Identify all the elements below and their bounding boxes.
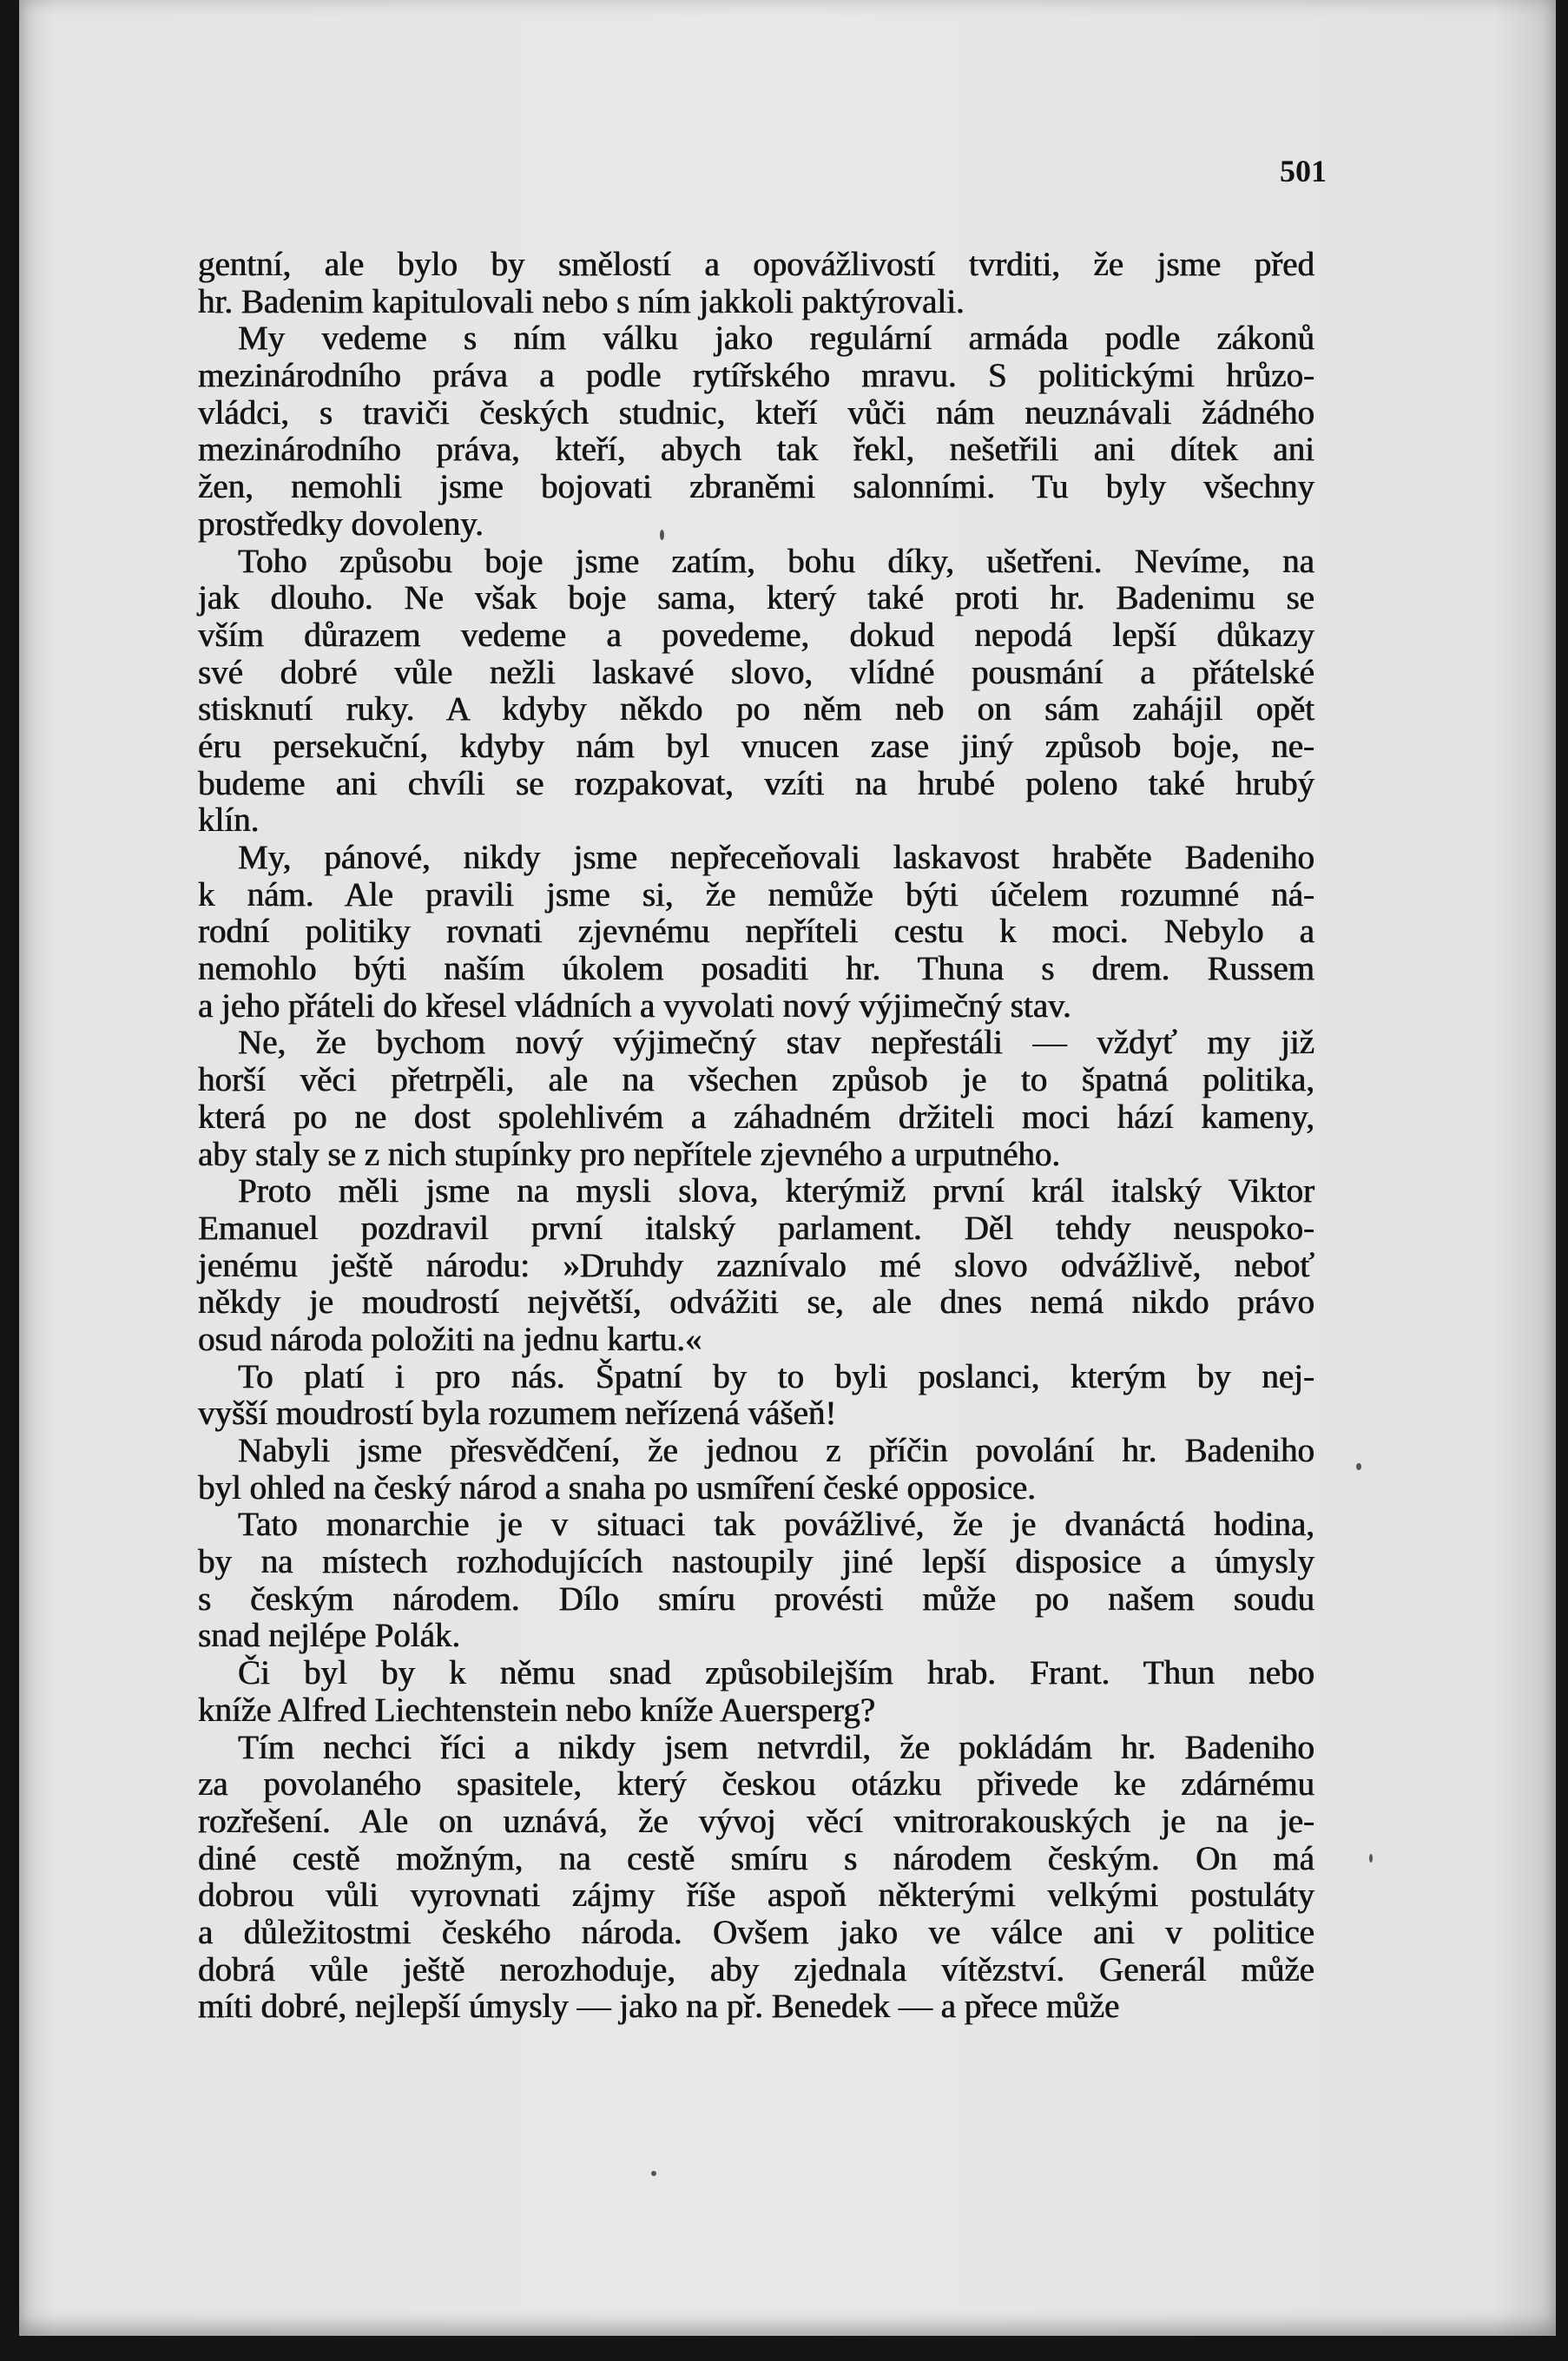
text-line: vyšší moudrostí byla rozumem neřízená vášeň! — [198, 1395, 837, 1433]
text-line: Či byl by k němu snad způsobilejším hrab. Frant. Thun nebo — [238, 1654, 1314, 1692]
paragraph — [198, 1173, 1314, 1358]
paragraph — [198, 1433, 1314, 1507]
text-line: horší věci přetrpěli, ale na všechen způsob je to špatná politika, — [198, 1061, 1314, 1099]
paragraph — [198, 840, 1314, 1025]
text-line: prostředky dovoleny. — [198, 505, 484, 543]
text-line: která po ne dost spolehlivém a záhadném držiteli moci hází kameny, — [198, 1098, 1314, 1136]
text-line: Tím nechci říci a nikdy jsem netvrdil, že pokládám hr. Badeniho — [238, 1728, 1314, 1766]
paragraph — [198, 1507, 1314, 1655]
text-line: nemohlo býti naším úkolem posaditi hr. Thuna s drem. Russem — [198, 950, 1314, 988]
text-line: jenému ještě národu: »Druhdy zaznívalo mé slovo odvážlivě, neboť — [198, 1246, 1314, 1284]
paragraph — [198, 544, 1314, 841]
text-line: dobrou vůli vyrovnati zájmy říše aspoň některými velkými postuláty — [198, 1876, 1314, 1915]
paragraph — [198, 1730, 1314, 2027]
text-line: Nabyli jsme přesvědčení, že jednou z příčin povolání hr. Badeniho — [238, 1432, 1314, 1469]
paragraph — [198, 247, 1314, 320]
text-line: vším důrazem vedeme a povedeme, dokud nepodá lepší důkazy — [198, 616, 1314, 654]
text-line: dobrá vůle ještě nerozhoduje, aby zjednala vítězství. Generál může — [198, 1950, 1314, 1988]
body-text — [198, 247, 1314, 2026]
text-line: aby staly se z nich stupínky pro nepřítele zjevného a urputného. — [198, 1135, 1061, 1173]
text-line: vládci, s traviči českých studnic, kteří vůči nám neuznávali žádného — [198, 393, 1314, 432]
text-line: mezinárodního práva, kteří, abych tak řekl, nešetřili ani dítek ani — [198, 431, 1314, 469]
text-line: To platí i pro nás. Špatní by to byli poslanci, kterým by nej- — [238, 1357, 1314, 1395]
text-line: někdy je moudrostí největší, odvážiti se, ale dnes nemá nikdo právo — [198, 1283, 1314, 1322]
page-number: 501 — [1280, 154, 1327, 188]
text-line: Ne, že bychom nový výjimečný stav nepřestáli — vždyť my již — [238, 1024, 1314, 1062]
text-line: klín. — [198, 801, 260, 840]
text-line: by na místech rozhodujících nastoupily jiné lepší disposice a úmysly — [198, 1543, 1314, 1581]
text-line: Emanuel pozdravil první italský parlament. Děl tehdy neuspoko- — [198, 1209, 1314, 1247]
text-line: k nám. Ale pravili jsme si, že nemůže býti účelem rozumné ná- — [198, 875, 1314, 913]
text-line: mezinárodního práva a podle rytířského mravu. S politickými hrůzo- — [198, 357, 1314, 395]
text-line: jak dlouho. Ne však boje sama, který také proti hr. Badenimu se — [198, 579, 1314, 617]
paragraph — [198, 320, 1314, 543]
paragraph — [198, 1359, 1314, 1433]
text-line: Proto měli jsme na mysli slova, kterýmiž první král italský Viktor — [238, 1172, 1314, 1210]
text-line: budeme ani chvíli se rozpakovat, vzíti na hrubé poleno také hrubý — [198, 764, 1314, 802]
scan-speck — [1356, 1463, 1361, 1470]
text-line: a důležitostmi českého národa. Ovšem jako ve válce ani v politice — [198, 1913, 1314, 1951]
text-line: gentní, ale bylo by smělostí a opovážlivostí tvrditi, že jsme před — [198, 246, 1314, 283]
text-line: Toho způsobu boje jsme zatím, bohu díky, ušetřeni. Nevíme, na — [238, 542, 1314, 580]
text-line: kníže Alfred Liechtenstein nebo kníže Auersperg? — [198, 1691, 876, 1729]
text-line: snad nejlépe Polák. — [198, 1617, 461, 1655]
text-line: osud národa položiti na jednu kartu.« — [198, 1320, 702, 1358]
text-line: a jeho přáteli do křesel vládních a vyvolati nový výjimečný stav. — [198, 986, 1071, 1025]
scan-speck — [1369, 1854, 1373, 1863]
text-line: rozřešení. Ale on uznává, že vývoj věcí vnitrorakouských je na je- — [198, 1802, 1314, 1840]
text-line: hr. Badenim kapitulovali nebo s ním jakkoli paktýrovali. — [198, 282, 965, 320]
paragraph — [198, 1025, 1314, 1173]
text-line: své dobré vůle nežli laskavé slovo, vlídné pousmání a přátelské — [198, 653, 1314, 691]
text-line: Tato monarchie je v situaci tak povážlivé, že je dvanáctá hodina, — [238, 1506, 1314, 1544]
text-line: s českým národem. Dílo smíru provésti může po našem soudu — [198, 1579, 1314, 1618]
text-line: My vedeme s ním válku jako regulární armáda podle zákonů — [238, 320, 1314, 358]
text-line: diné cestě možným, na cestě smíru s národem českým. On má — [198, 1839, 1314, 1877]
text-line: stisknutí ruky. A kdyby někdo po něm neb on sám zahájil opět — [198, 690, 1314, 729]
scan-speck — [651, 2171, 656, 2176]
scan-speck — [660, 530, 664, 540]
text-line: My, pánové, nikdy jsme nepřeceňovali laskavost hraběte Badeniho — [238, 839, 1314, 876]
text-line: žen, nemohli jsme bojovati zbraněmi salonními. Tu byly všechny — [198, 468, 1314, 506]
paragraph — [198, 1655, 1314, 1729]
text-line: míti dobré, nejlepší úmysly — jako na př. Benedek — a přece může — [198, 1988, 1120, 2026]
text-line: rodní politiky rovnati zjevnému nepříteli cestu k moci. Nebylo a — [198, 913, 1314, 951]
text-line: éru persekuční, kdyby nám byl vnucen zase jiný způsob boje, ne- — [198, 727, 1314, 765]
text-line: byl ohled na český národ a snaha po usmíření české opposice. — [198, 1468, 1036, 1507]
text-line: za povolaného spasitele, který českou otázku přivede ke zdárnému — [198, 1765, 1314, 1804]
book-page — [19, 0, 1556, 2336]
